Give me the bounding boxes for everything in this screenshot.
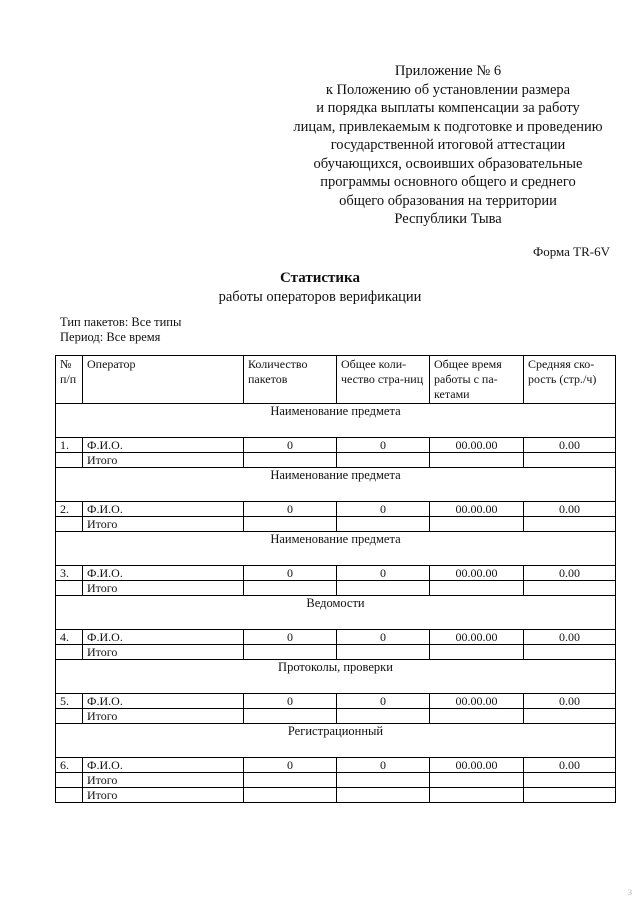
appendix-line: Республики Тыва <box>394 211 502 227</box>
total-speed-cell <box>524 788 616 803</box>
row-operator: Ф.И.О. <box>83 566 244 581</box>
section-header-row <box>56 660 616 694</box>
total-pages-cell <box>337 453 430 468</box>
total-packets-cell <box>244 788 337 803</box>
total-speed-cell <box>524 453 616 468</box>
row-packets: 0 <box>244 502 337 517</box>
total-label: Итого <box>83 581 244 596</box>
section-title: Ведомости <box>56 596 616 630</box>
row-num: 2. <box>56 502 83 517</box>
section-header-row <box>56 724 616 758</box>
appendix-line: и порядка выплаты компенсации за работу <box>316 100 580 116</box>
total-speed-cell <box>524 581 616 596</box>
total-packets-cell <box>244 581 337 596</box>
total-row <box>56 645 616 660</box>
row-operator: Ф.И.О. <box>83 438 244 453</box>
document-subtitle: работы операторов верификации <box>218 289 422 305</box>
table-header-row <box>56 356 616 404</box>
row-speed: 0.00 <box>524 438 616 453</box>
total-packets-cell <box>244 517 337 532</box>
total-packets-cell <box>244 709 337 724</box>
row-time: 00.00.00 <box>430 758 524 773</box>
col-header-operator: Оператор <box>83 356 244 404</box>
total-time-cell <box>430 709 524 724</box>
row-speed: 0.00 <box>524 758 616 773</box>
total-row <box>56 517 616 532</box>
total-row <box>56 788 616 803</box>
appendix-line: общего образования на территории <box>339 192 557 209</box>
row-packets: 0 <box>244 630 337 645</box>
row-pages: 0 <box>337 758 430 773</box>
total-num-cell <box>56 581 83 596</box>
total-label: Итого <box>83 453 244 468</box>
report-params <box>60 315 181 345</box>
row-packets: 0 <box>244 694 337 709</box>
document-title: Статистика <box>280 270 360 286</box>
total-row <box>56 773 616 788</box>
appendix-line: обучающихся, освоивших образовательные <box>313 155 583 172</box>
total-time-cell <box>430 581 524 596</box>
row-num: 1. <box>56 438 83 453</box>
total-speed-cell <box>524 709 616 724</box>
appendix-line: государственной итоговой аттестации <box>330 137 566 153</box>
row-operator: Ф.И.О. <box>83 694 244 709</box>
total-packets-cell <box>244 453 337 468</box>
statistics-table <box>55 355 616 803</box>
row-time: 00.00.00 <box>430 694 524 709</box>
col-header-num: № п/п <box>56 356 83 404</box>
section-title: Регистрационный <box>56 724 616 758</box>
row-operator: Ф.И.О. <box>83 502 244 517</box>
total-packets-cell <box>244 773 337 788</box>
total-label: Итого <box>83 788 244 803</box>
appendix-header <box>270 62 626 229</box>
row-speed: 0.00 <box>524 566 616 581</box>
col-header-speed: Средняя ско-рость (стр./ч) <box>524 356 616 404</box>
row-time: 00.00.00 <box>430 502 524 517</box>
row-time: 00.00.00 <box>430 566 524 581</box>
row-operator: Ф.И.О. <box>83 758 244 773</box>
total-num-cell <box>56 788 83 803</box>
period-param: Период: Все время <box>60 330 161 344</box>
total-row <box>56 581 616 596</box>
table-row <box>56 438 616 453</box>
corner-mark: 3 <box>628 888 632 897</box>
total-speed-cell <box>524 645 616 660</box>
row-num: 4. <box>56 630 83 645</box>
total-pages-cell <box>337 517 430 532</box>
total-pages-cell <box>337 773 430 788</box>
form-code: Форма TR-6V <box>532 244 610 259</box>
table-row <box>56 694 616 709</box>
total-pages-cell <box>337 581 430 596</box>
total-time-cell <box>430 645 524 660</box>
row-pages: 0 <box>337 502 430 517</box>
row-operator: Ф.И.О. <box>83 630 244 645</box>
table-body <box>56 404 616 803</box>
total-time-cell <box>430 453 524 468</box>
total-label: Итого <box>83 773 244 788</box>
total-pages-cell <box>337 709 430 724</box>
appendix-line: Приложение № 6 <box>394 63 502 79</box>
row-time: 00.00.00 <box>430 438 524 453</box>
total-speed-cell <box>524 773 616 788</box>
total-speed-cell <box>524 517 616 532</box>
total-time-cell <box>430 773 524 788</box>
total-num-cell <box>56 453 83 468</box>
row-packets: 0 <box>244 758 337 773</box>
total-pages-cell <box>337 645 430 660</box>
total-row <box>56 453 616 468</box>
row-pages: 0 <box>337 566 430 581</box>
row-packets: 0 <box>244 438 337 453</box>
total-label: Итого <box>83 709 244 724</box>
table-row <box>56 566 616 581</box>
table-row <box>56 758 616 773</box>
row-pages: 0 <box>337 630 430 645</box>
row-time: 00.00.00 <box>430 630 524 645</box>
total-num-cell <box>56 709 83 724</box>
row-packets: 0 <box>244 566 337 581</box>
section-title: Наименование предмета <box>56 404 616 438</box>
appendix-line: к Положению об установлении размера <box>325 81 571 98</box>
total-packets-cell <box>244 645 337 660</box>
row-speed: 0.00 <box>524 630 616 645</box>
total-time-cell <box>430 517 524 532</box>
total-num-cell <box>56 645 83 660</box>
row-speed: 0.00 <box>524 694 616 709</box>
total-row <box>56 709 616 724</box>
packet-type-param: Тип пакетов: Все типы <box>60 315 182 329</box>
row-pages: 0 <box>337 438 430 453</box>
row-pages: 0 <box>337 694 430 709</box>
appendix-line: лицам, привлекаемым к подготовке и проведению <box>293 118 603 135</box>
table-row <box>56 502 616 517</box>
table-row <box>56 630 616 645</box>
total-num-cell <box>56 773 83 788</box>
section-header-row <box>56 532 616 566</box>
section-header-row <box>56 468 616 502</box>
col-header-time: Общее время работы с па-кетами <box>430 356 524 404</box>
total-label: Итого <box>83 645 244 660</box>
total-pages-cell <box>337 788 430 803</box>
total-time-cell <box>430 788 524 803</box>
total-num-cell <box>56 517 83 532</box>
row-num: 5. <box>56 694 83 709</box>
row-num: 3. <box>56 566 83 581</box>
col-header-pages: Общее коли-чество стра-ниц <box>337 356 430 404</box>
appendix-line: программы основного общего и среднего <box>320 174 576 190</box>
section-header-row <box>56 596 616 630</box>
section-title: Наименование предмета <box>56 468 616 502</box>
section-title: Протоколы, проверки <box>56 660 616 694</box>
row-num: 6. <box>56 758 83 773</box>
section-title: Наименование предмета <box>56 532 616 566</box>
row-speed: 0.00 <box>524 502 616 517</box>
section-header-row <box>56 404 616 438</box>
total-label: Итого <box>83 517 244 532</box>
col-header-packets: Количество пакетов <box>244 356 337 404</box>
